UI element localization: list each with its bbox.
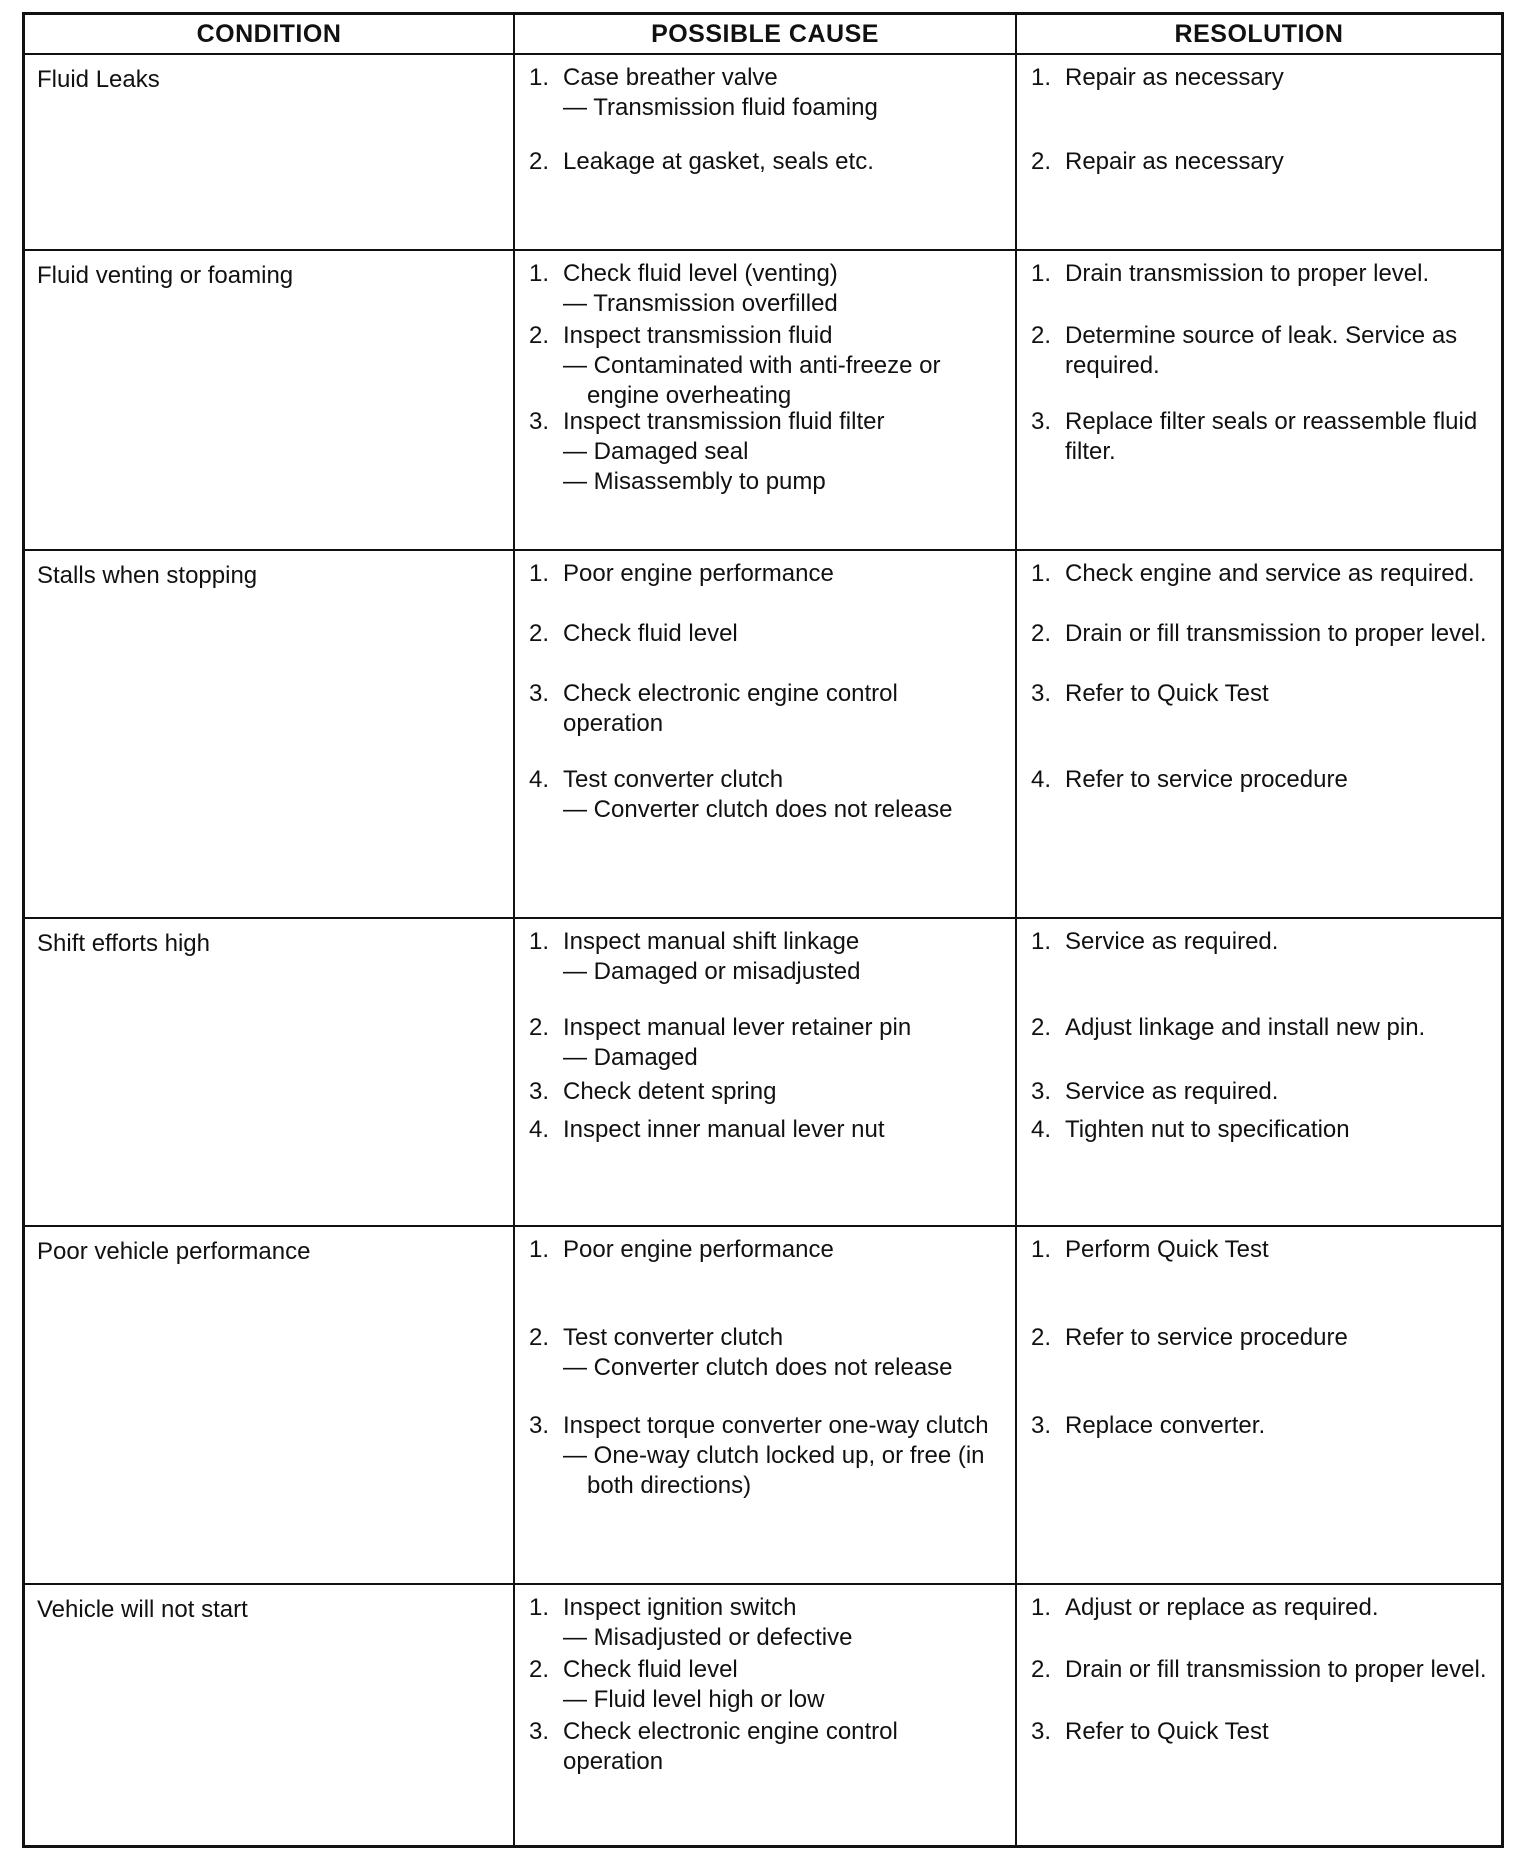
cause-main-text: Inspect inner manual lever nut	[563, 1116, 885, 1143]
item-number: 2.	[529, 1656, 550, 1683]
cause-text	[563, 679, 1003, 739]
cause-subpoint: — Fluid level high or low	[563, 1686, 825, 1713]
cause-main-text: Poor engine performance	[563, 1236, 834, 1263]
cause-item	[529, 679, 1003, 739]
cause-item	[529, 619, 1003, 649]
resolution-item	[1031, 619, 1489, 649]
cause-item	[529, 1717, 1003, 1777]
resolution-text: Replace filter seals or reassemble fluid filter.	[1065, 408, 1478, 465]
resolution-text: Service as required.	[1065, 928, 1279, 955]
cause-item	[529, 321, 1003, 411]
cause-item	[529, 559, 1003, 589]
resolution-text: Repair as necessary	[1065, 148, 1284, 175]
resolution-item	[1031, 1717, 1489, 1747]
cause-item	[529, 1077, 1003, 1107]
header-resolution: RESOLUTION	[1017, 15, 1501, 55]
resolution-text: Drain transmission to proper level.	[1065, 260, 1430, 287]
cause-main-text: Check fluid level	[563, 1656, 738, 1683]
resolution-item	[1031, 1235, 1489, 1265]
cause-text	[563, 765, 1003, 825]
item-number: 1.	[1031, 560, 1052, 587]
resolution-cell	[1017, 551, 1501, 919]
item-number: 3.	[529, 1412, 550, 1439]
cause-text	[563, 321, 1003, 411]
cause-subpoint: — Converter clutch does not release	[563, 796, 953, 823]
cause-item	[529, 1593, 1003, 1653]
item-number: 1.	[1031, 260, 1052, 287]
resolution-cell	[1017, 1585, 1501, 1845]
cause-main-text: Test converter clutch	[563, 1324, 784, 1351]
item-number: 3.	[529, 408, 550, 435]
cause-subpoint: — Transmission fluid foaming	[563, 94, 878, 121]
cause-main-text: Check fluid level (venting)	[563, 260, 838, 287]
item-number: 4.	[1031, 766, 1052, 793]
cause-subpoint: — Transmission overfilled	[563, 290, 838, 317]
possible-cause-cell	[515, 551, 1017, 919]
resolution-text: Drain or fill transmission to proper level.	[1065, 620, 1487, 647]
item-number: 4.	[1031, 1116, 1052, 1143]
cause-subpoint: — Damaged seal	[563, 438, 749, 465]
cause-text	[563, 1235, 1003, 1265]
item-number: 3.	[1031, 1718, 1052, 1745]
cause-item	[529, 259, 1003, 319]
resolution-cell	[1017, 1227, 1501, 1585]
resolution-item	[1031, 1323, 1489, 1353]
cause-main-text: Case breather valve	[563, 64, 778, 91]
resolution-item	[1031, 679, 1489, 709]
cause-main-text: Leakage at gasket, seals etc.	[563, 148, 874, 175]
condition-cell: Poor vehicle performance	[25, 1227, 515, 1585]
resolution-text: Adjust or replace as required.	[1065, 1594, 1379, 1621]
item-number: 3.	[1031, 680, 1052, 707]
cause-subpoint: — Damaged	[563, 1044, 698, 1071]
cause-subpoint: — Contaminated with anti-freeze or engine overheating	[563, 352, 941, 409]
cause-main-text: Inspect manual shift linkage	[563, 928, 860, 955]
cause-text	[563, 1013, 1003, 1073]
resolution-item	[1031, 259, 1489, 289]
resolution-item	[1031, 559, 1489, 589]
condition-cell: Fluid Leaks	[25, 55, 515, 251]
item-number: 2.	[1031, 620, 1052, 647]
resolution-item	[1031, 1593, 1489, 1623]
cause-item	[529, 63, 1003, 123]
resolution-cell	[1017, 55, 1501, 251]
item-number: 2.	[529, 1014, 550, 1041]
item-number: 3.	[1031, 1078, 1052, 1105]
item-number: 1.	[1031, 1594, 1052, 1621]
possible-cause-cell	[515, 919, 1017, 1227]
header-condition: CONDITION	[25, 15, 515, 55]
possible-cause-cell	[515, 1585, 1017, 1845]
cause-main-text: Test converter clutch	[563, 766, 784, 793]
item-number: 1.	[529, 1236, 550, 1263]
item-number: 3.	[1031, 1412, 1052, 1439]
cause-main-text: Check detent spring	[563, 1078, 777, 1105]
resolution-text: Refer to Quick Test	[1065, 1718, 1269, 1745]
cause-item	[529, 765, 1003, 825]
resolution-item	[1031, 147, 1489, 177]
item-number: 1.	[529, 260, 550, 287]
resolution-item	[1031, 321, 1489, 381]
cause-item	[529, 1235, 1003, 1265]
resolution-text: Refer to service procedure	[1065, 1324, 1348, 1351]
cause-text	[563, 407, 1003, 497]
cause-item	[529, 1013, 1003, 1073]
item-number: 1.	[1031, 928, 1052, 955]
item-number: 2.	[1031, 1014, 1052, 1041]
cause-text	[563, 147, 1003, 177]
cause-text	[563, 1077, 1003, 1107]
troubleshooting-table	[22, 12, 1504, 1848]
cause-main-text: Inspect transmission fluid filter	[563, 408, 885, 435]
item-number: 2.	[1031, 1324, 1052, 1351]
item-number: 2.	[1031, 1656, 1052, 1683]
cause-text	[563, 1411, 1003, 1501]
item-number: 1.	[529, 1594, 550, 1621]
cause-subpoint: — Damaged or misadjusted	[563, 958, 861, 985]
resolution-text: Refer to service procedure	[1065, 766, 1348, 793]
cause-text	[563, 1593, 1003, 1653]
cause-main-text: Check electronic engine control operation	[563, 680, 898, 737]
possible-cause-cell	[515, 251, 1017, 551]
cause-item	[529, 1411, 1003, 1501]
item-number: 4.	[529, 766, 550, 793]
resolution-item	[1031, 765, 1489, 795]
item-number: 2.	[529, 1324, 550, 1351]
cause-main-text: Inspect transmission fluid	[563, 322, 833, 349]
resolution-cell	[1017, 919, 1501, 1227]
item-number: 2.	[529, 620, 550, 647]
cause-item	[529, 1115, 1003, 1145]
cause-main-text: Inspect manual lever retainer pin	[563, 1014, 912, 1041]
item-number: 3.	[529, 1718, 550, 1745]
item-number: 1.	[529, 928, 550, 955]
cause-text	[563, 1655, 1003, 1715]
cause-main-text: Inspect torque converter one-way clutch	[563, 1412, 989, 1439]
condition-cell: Vehicle will not start	[25, 1585, 515, 1845]
cause-main-text: Poor engine performance	[563, 560, 834, 587]
resolution-text: Refer to Quick Test	[1065, 680, 1269, 707]
cause-item	[529, 927, 1003, 987]
resolution-text: Check engine and service as required.	[1065, 560, 1475, 587]
resolution-item	[1031, 1411, 1489, 1441]
cause-text	[563, 619, 1003, 649]
resolution-item	[1031, 63, 1489, 93]
header-possible-cause: POSSIBLE CAUSE	[515, 15, 1017, 55]
item-number: 3.	[1031, 408, 1052, 435]
resolution-item	[1031, 1655, 1489, 1685]
cause-item	[529, 407, 1003, 497]
cause-main-text: Check electronic engine control operation	[563, 1718, 898, 1775]
resolution-text: Repair as necessary	[1065, 64, 1284, 91]
condition-cell: Shift efforts high	[25, 919, 515, 1227]
resolution-item	[1031, 407, 1489, 467]
cause-subpoint: — One-way clutch locked up, or free (in both directions)	[563, 1442, 985, 1499]
resolution-cell	[1017, 251, 1501, 551]
cause-subpoint: — Misadjusted or defective	[563, 1624, 853, 1651]
resolution-text: Adjust linkage and install new pin.	[1065, 1014, 1426, 1041]
cause-text	[563, 1717, 1003, 1777]
resolution-text: Drain or fill transmission to proper level.	[1065, 1656, 1487, 1683]
resolution-text: Perform Quick Test	[1065, 1236, 1269, 1263]
item-number: 2.	[1031, 148, 1052, 175]
item-number: 2.	[529, 148, 550, 175]
item-number: 3.	[529, 680, 550, 707]
cause-subpoint: — Misassembly to pump	[563, 468, 826, 495]
item-number: 2.	[1031, 322, 1052, 349]
condition-cell: Fluid venting or foaming	[25, 251, 515, 551]
cause-text	[563, 1323, 1003, 1383]
cause-text	[563, 1115, 1003, 1145]
possible-cause-cell	[515, 55, 1017, 251]
cause-main-text: Inspect ignition switch	[563, 1594, 797, 1621]
cause-text	[563, 559, 1003, 589]
resolution-text: Replace converter.	[1065, 1412, 1266, 1439]
cause-text	[563, 259, 1003, 319]
cause-main-text: Check fluid level	[563, 620, 738, 647]
resolution-text: Tighten nut to specification	[1065, 1116, 1350, 1143]
cause-text	[563, 927, 1003, 987]
resolution-item	[1031, 1077, 1489, 1107]
item-number: 1.	[529, 560, 550, 587]
item-number: 4.	[529, 1116, 550, 1143]
resolution-item	[1031, 927, 1489, 957]
cause-subpoint: — Converter clutch does not release	[563, 1354, 953, 1381]
item-number: 2.	[529, 322, 550, 349]
item-number: 1.	[1031, 1236, 1052, 1263]
cause-item	[529, 1323, 1003, 1383]
item-number: 1.	[529, 64, 550, 91]
cause-text	[563, 63, 1003, 123]
resolution-item	[1031, 1115, 1489, 1145]
resolution-item	[1031, 1013, 1489, 1043]
resolution-text: Service as required.	[1065, 1078, 1279, 1105]
cause-item	[529, 147, 1003, 177]
condition-cell: Stalls when stopping	[25, 551, 515, 919]
resolution-text: Determine source of leak. Service as required.	[1065, 322, 1458, 379]
item-number: 3.	[529, 1078, 550, 1105]
possible-cause-cell	[515, 1227, 1017, 1585]
cause-item	[529, 1655, 1003, 1715]
item-number: 1.	[1031, 64, 1052, 91]
